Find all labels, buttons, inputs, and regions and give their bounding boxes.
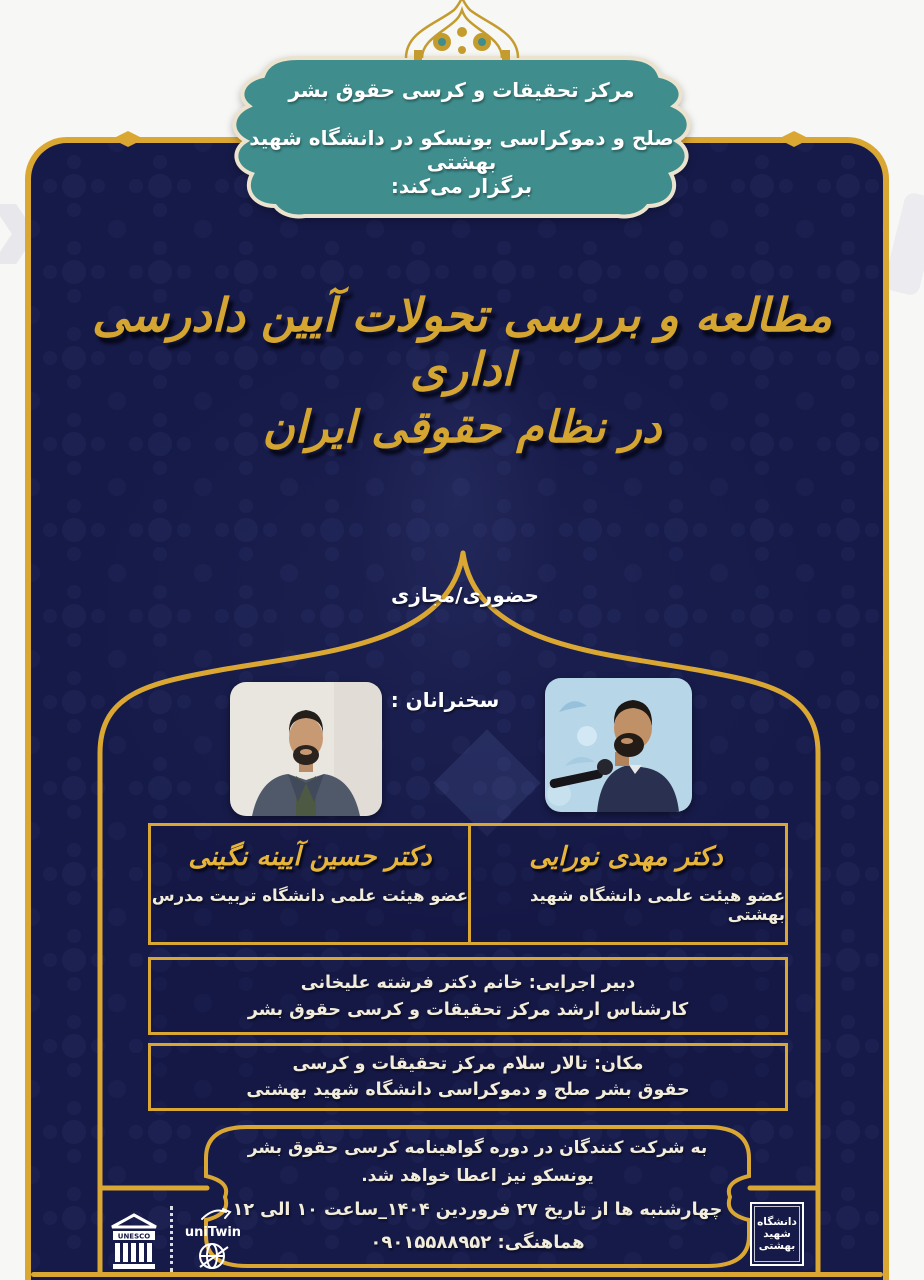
- unitwin-logo-icon: [182, 1205, 244, 1275]
- organizer-line-2: صلح و دموکراسی یونسکو در دانشگاه شهید بهشتی: [249, 126, 674, 174]
- speaker-photo-right: [545, 678, 692, 812]
- event-title-line-1: مطالعه و بررسی تحولات آیین دادرسی اداری: [92, 288, 832, 396]
- speaker-right-affiliation: عضو هیئت علمی دانشگاه شهید بهشتی: [529, 886, 785, 924]
- university-logo-inner-border: [754, 1206, 800, 1262]
- schedule-line: چهارشنبه ها از تاریخ ۲۷ فروردین ۱۴۰۴_ساعت ۱۰ الی ۱۲: [232, 1200, 723, 1220]
- speakers-name-box: [148, 823, 788, 945]
- speaker-left-cell: [151, 826, 469, 942]
- event-title-line-2: در نظام حقوقی ایران: [262, 402, 662, 453]
- organizer-banner: [228, 52, 695, 222]
- unitwin-logo-text: uniTwin: [184, 1225, 242, 1240]
- university-logo: [750, 1202, 804, 1266]
- organizer-line-1: مرکز تحقیقات و کرسی حقوق بشر: [288, 78, 635, 102]
- certificate-line-2: یونسکو نیز اعطا خواهد شد.: [361, 1166, 594, 1186]
- finial-ornament-icon: [396, 0, 528, 60]
- speaker-right-cell: [467, 826, 785, 942]
- certificate-line-1: به شرکت کنندگان در دوره گواهینامه کرسی حقوق بشر: [247, 1138, 708, 1158]
- speaker-left-portrait-icon: [230, 682, 382, 816]
- logo-separator: [170, 1206, 173, 1272]
- location-line-1: مکان: تالار سلام مرکز تحقیقات و کرسی: [292, 1054, 644, 1074]
- speaker-right-portrait-icon: [545, 678, 692, 812]
- speaker-left-name: دکتر حسین آیینه نگینی: [188, 842, 432, 872]
- contact-line: هماهنگی: ۰۹۰۱۵۵۸۸۹۵۲: [370, 1232, 585, 1253]
- certificate-cartouche: [202, 1124, 753, 1270]
- speaker-right-name: دکتر مهدی نورایی: [529, 842, 723, 872]
- speakers-label: سخنرانان :: [390, 688, 500, 712]
- secretary-line-1: دبیر اجرایی: خانم دکتر فرشته علیخانی: [300, 972, 636, 993]
- location-box: [148, 1043, 788, 1111]
- organizer-line-3: برگزار می‌کند:: [390, 174, 533, 198]
- unesco-logo-icon: [106, 1210, 162, 1272]
- secretary-line-2: کارشناس ارشد مرکز تحقیقات و کرسی حقوق بشر: [247, 999, 689, 1020]
- speaker-photo-left: [230, 682, 382, 816]
- unesco-logo-text: UNESCO: [117, 1232, 151, 1241]
- university-logo-text: دانشگاه شهید بهشتی: [757, 1215, 797, 1253]
- speaker-left-affiliation: عضو هیئت علمی دانشگاه تربیت مدرس: [151, 886, 469, 905]
- location-line-2: حقوق بشر صلح و دموکراسی دانشگاه شهید بهشتی: [246, 1080, 690, 1100]
- attendance-mode-label: حضوری/مجازی: [391, 583, 539, 607]
- secretary-box: [148, 957, 788, 1035]
- bottom-frame-line: [31, 1272, 883, 1277]
